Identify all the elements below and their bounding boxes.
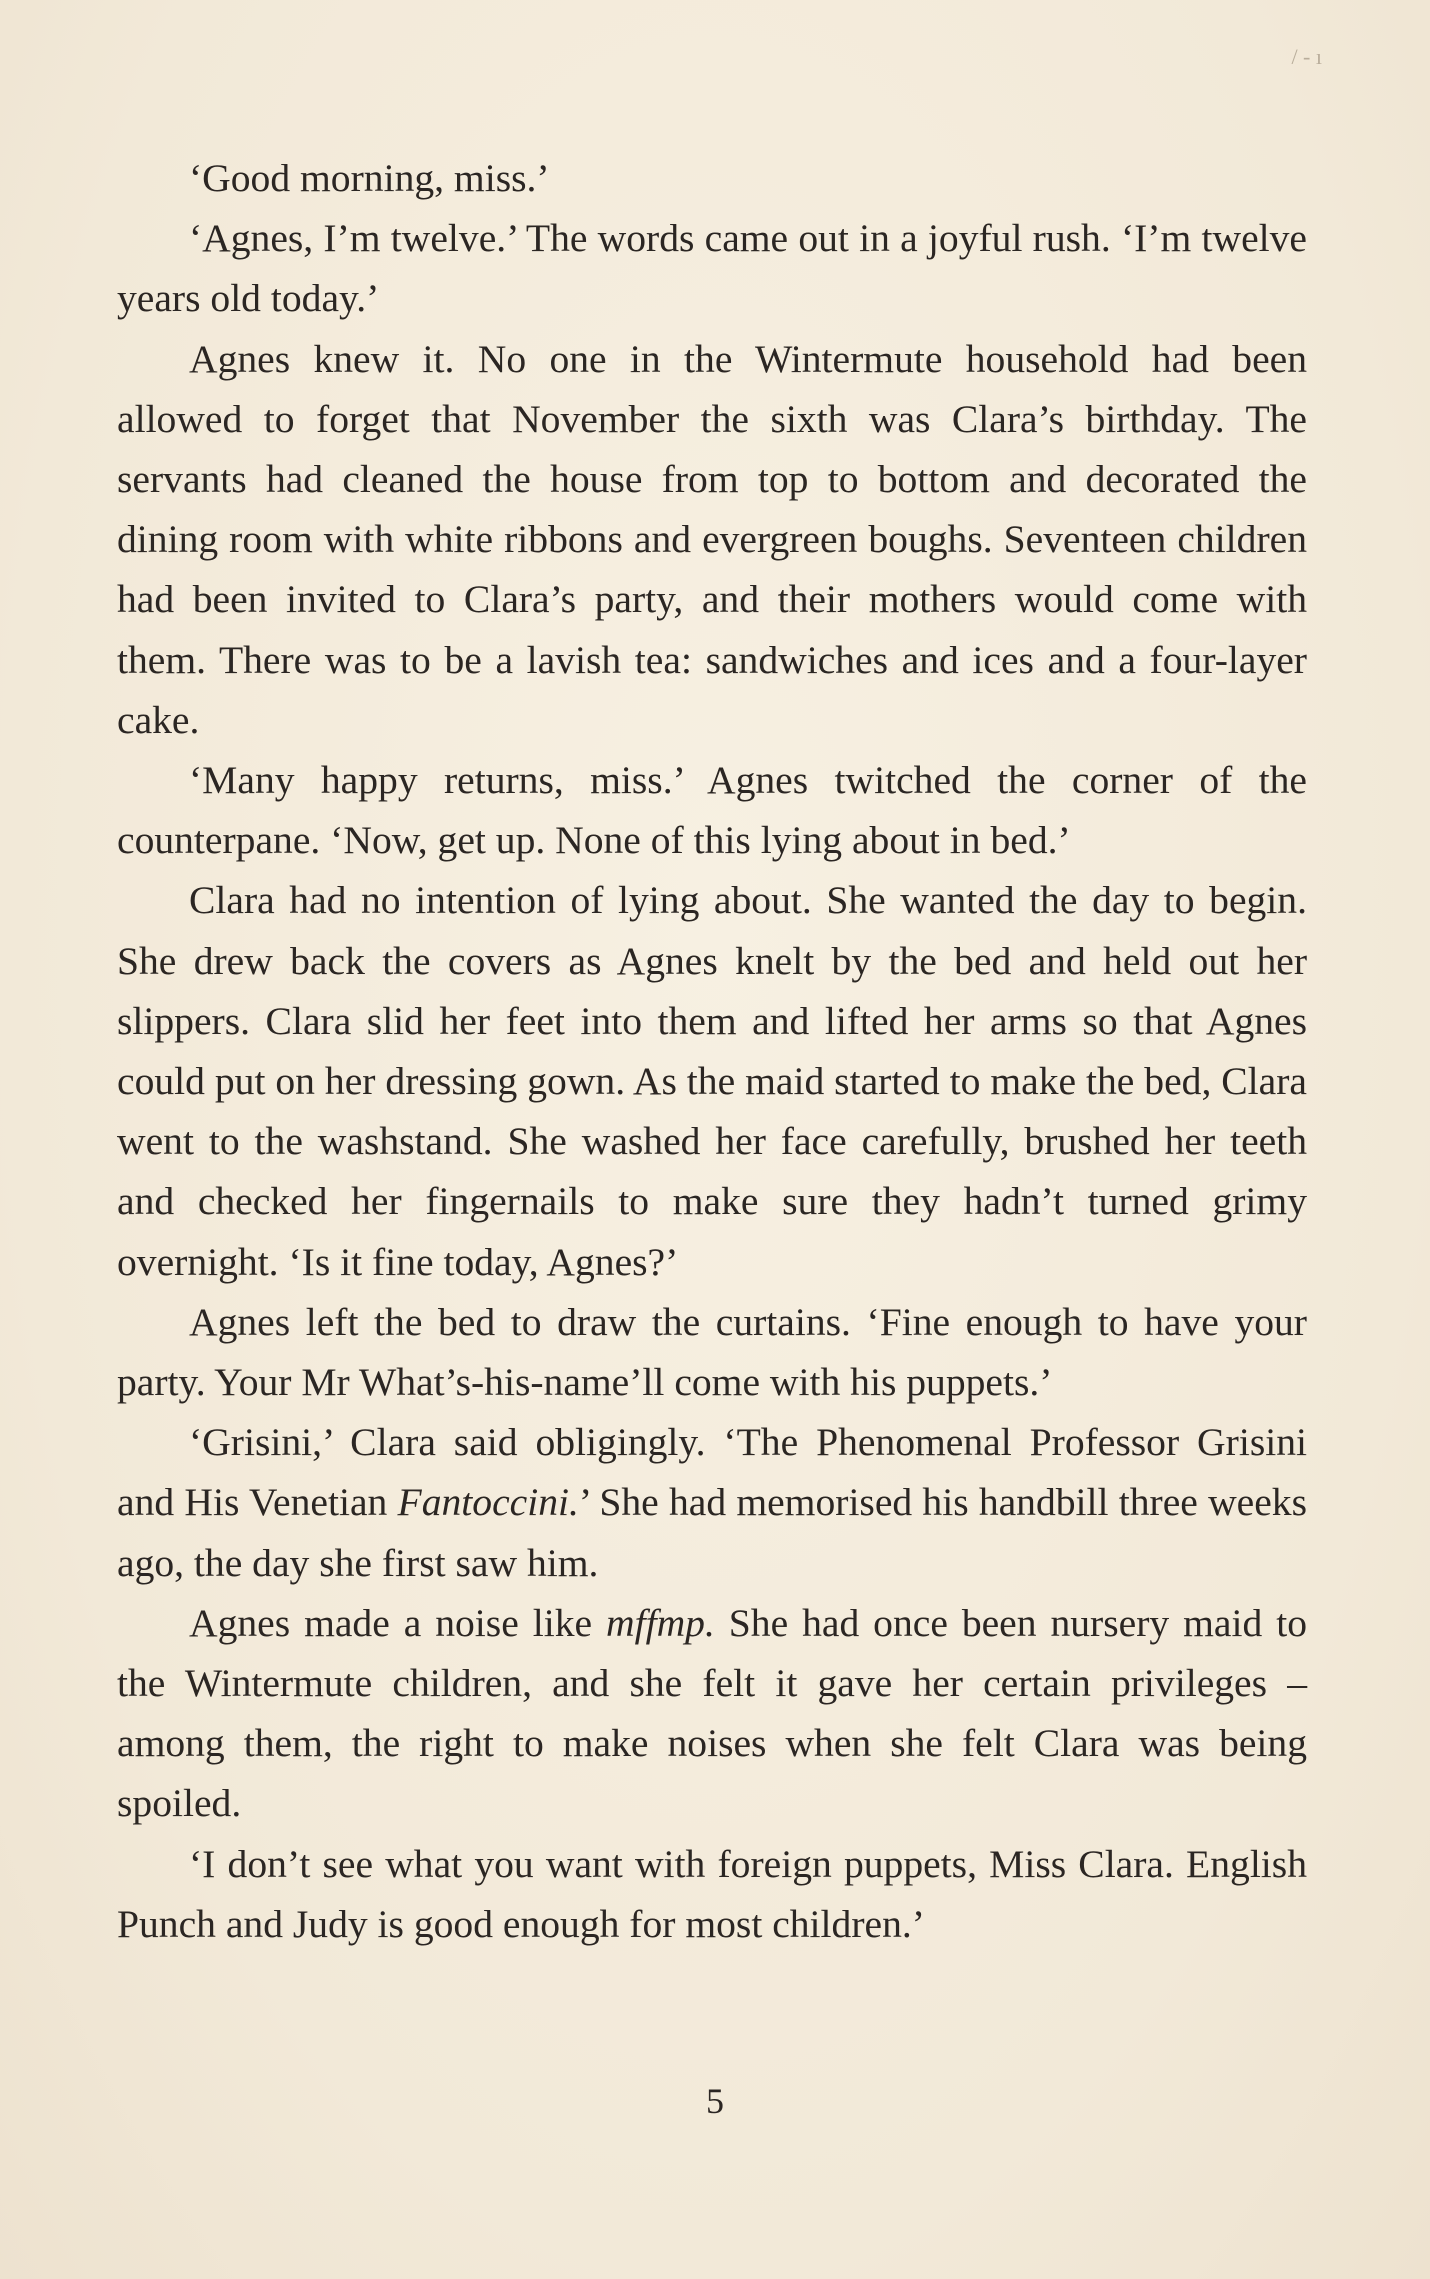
mffmp-italic: mffmp.	[606, 1600, 715, 1645]
body-text	[117, 148, 1307, 1954]
paragraph-mffmp	[117, 1593, 1307, 1834]
scan-mark: / - ı	[1291, 44, 1322, 69]
paragraph-foreign-puppets: ‘I don’t see what you want with foreign puppets, Miss Clara. English Punch and Judy is good enough for most children.’	[117, 1841, 1307, 1946]
paragraph-grisini	[117, 1412, 1307, 1593]
paragraph-many-happy-returns: ‘Many happy returns, miss.’ Agnes twitched the corner of the counterpane. ‘Now, get up. None of this lying about in bed.’	[117, 758, 1307, 863]
grisini-text-after: ’ She had memorised his handbill three weeks ago, the day she first saw him.	[117, 1480, 1307, 1585]
paragraph-clara-morning: Clara had no intention of lying about. She wanted the day to begin. She drew back the covers as Agnes knelt by the bed and held out her slippers. Clara slid her feet into them and lifted her arms so that Agnes could put on her dressing gown. As the maid started to make the bed, Clara went to the washstand. She washed her face carefully, brushed her teeth and checked her fingernails to make sure they hadn’t turned grimy overnight. ‘Is it fine today, Agnes?’	[117, 878, 1307, 1284]
fantoccini-italic: Fantoccini.	[397, 1480, 579, 1525]
paragraph-curtains: Agnes left the bed to draw the curtains. ‘Fine enough to have your party. Your Mr What’s-his-name’ll come with his puppets.’	[117, 1299, 1307, 1405]
grisini-text-before: ‘Grisini,’ Clara said obligingly. ‘The Phenomenal Professor Grisini and His Venetian	[117, 1420, 1307, 1525]
paragraph-twelve: ‘Agnes, I’m twelve.’ The words came out in a joyful rush. ‘I’m twelve years old today.’	[117, 216, 1307, 321]
mffmp-text-after: She had once been nursery maid to the Wintermute children, and she felt it gave her certain privileges – among them, the right to make noises when she felt Clara was being spoiled.	[117, 1600, 1307, 1826]
mffmp-text-before: Agnes made a noise like	[189, 1600, 606, 1645]
page-number: 5	[706, 2081, 724, 2121]
paragraph-good-morning: ‘Good morning, miss.’	[189, 156, 550, 200]
paragraph-agnes-knew: Agnes knew it. No one in the Wintermute household had been allowed to forget that November the sixth was Clara’s birthday. The servants had cleaned the house from top to bottom and decorated the dining room with white ribbons and evergreen boughs. Seventeen children had been invited to Clara’s party, and their mothers would come with them. There was to be a lavish tea: sandwiches and ices and a four-layer cake.	[117, 336, 1307, 742]
